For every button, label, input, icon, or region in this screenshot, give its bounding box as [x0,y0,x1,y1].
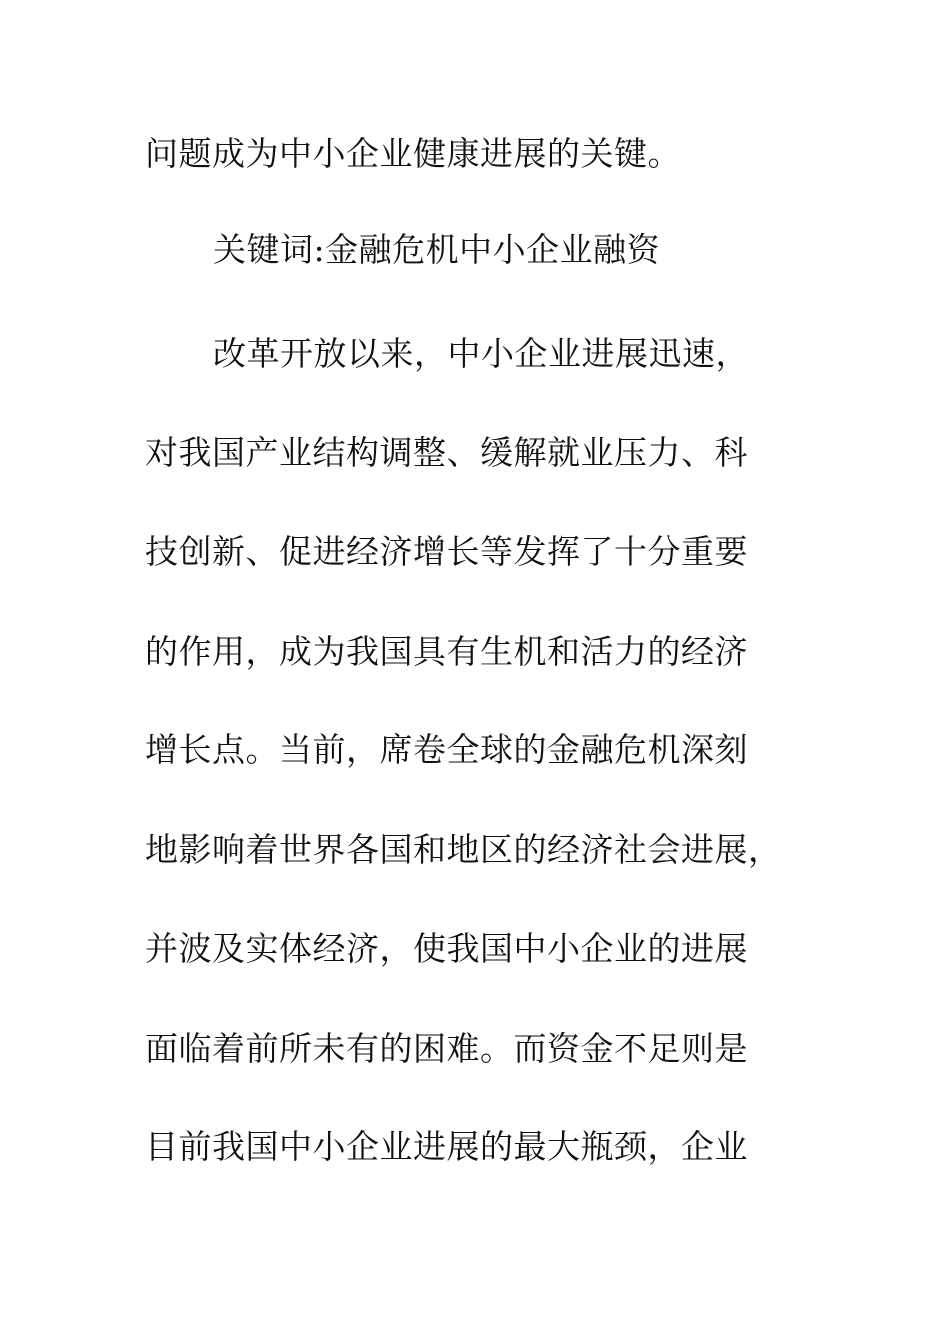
paragraph-line: 技创新、促进经济增长等发挥了十分重要 [145,532,748,571]
paragraph-line: 增长点。当前，席卷全球的金融危机深刻 [145,730,748,769]
paragraph-line: 地影响着世界各国和地区的经济社会进展， [145,830,782,869]
paragraph-line: 的作用，成为我国具有生机和活力的经济 [145,632,748,671]
paragraph-line: 目前我国中小企业进展的最大瓶颈，企业 [145,1127,748,1166]
paragraph-line: 对我国产业结构调整、缓解就业压力、科 [145,433,748,472]
keywords-line: 关键词:金融危机中小企业融资 [213,230,661,269]
paragraph-line: 面临着前所未有的困难。而资金不足则是 [145,1029,748,1068]
paragraph-line: 问题成为中小企业健康进展的关键。 [145,134,681,173]
paragraph-line: 改革开放以来，中小企业进展迅速， [213,334,749,373]
paragraph-line: 并波及实体经济，使我国中小企业的进展 [145,929,748,968]
